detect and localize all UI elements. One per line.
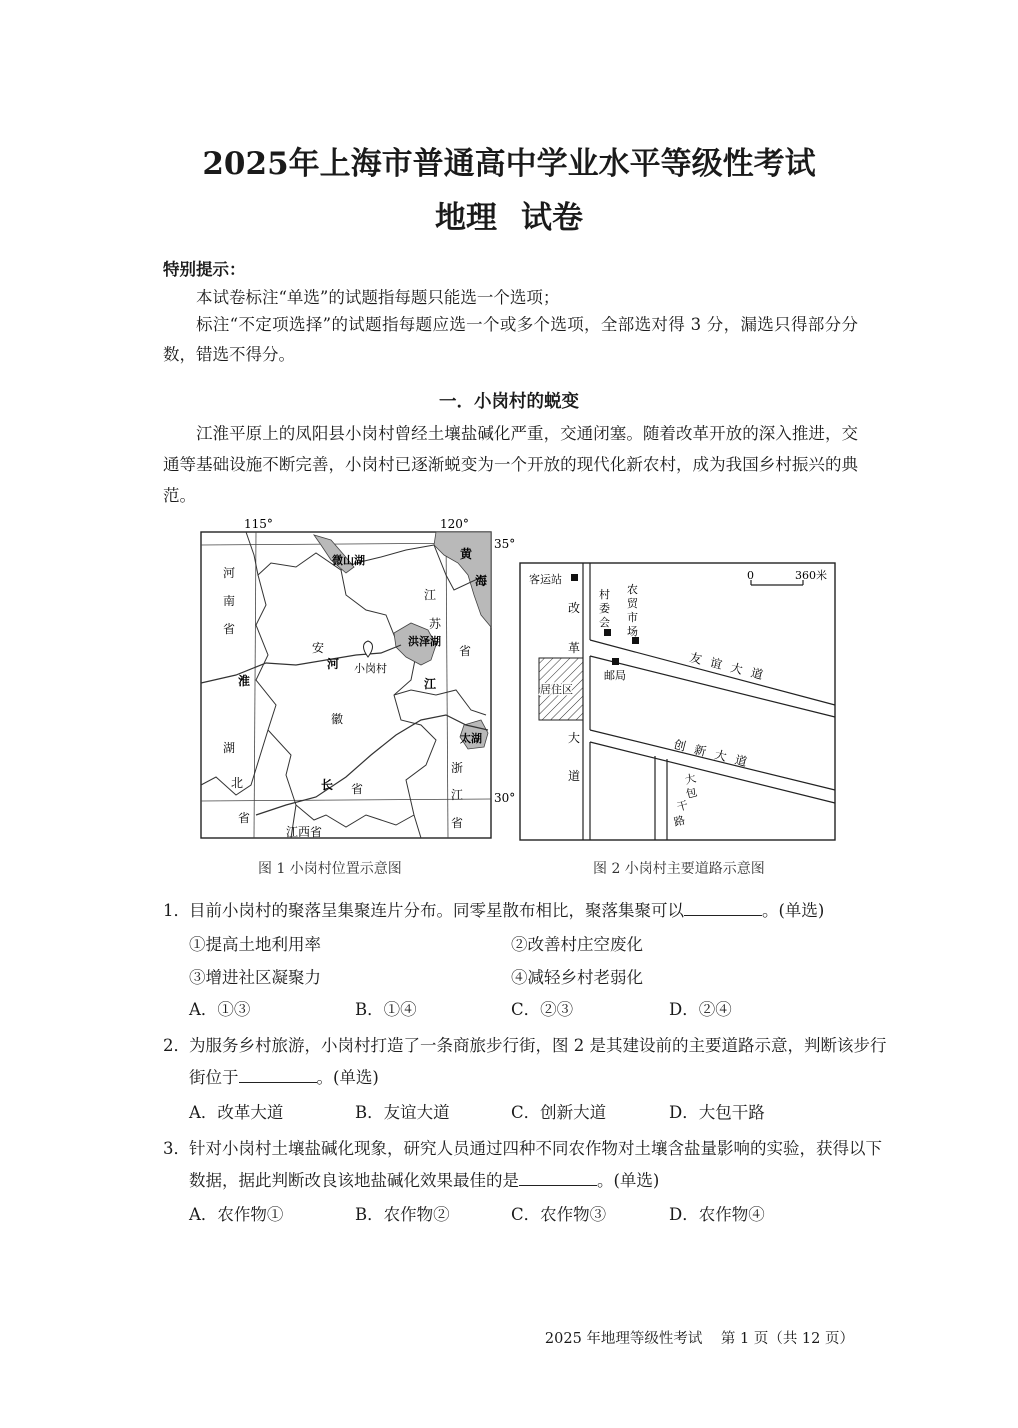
weishan-lake-label: 微山湖 bbox=[332, 554, 365, 567]
question-3-suffix: 。(单选) bbox=[597, 1171, 660, 1190]
question-1-blank[interactable] bbox=[684, 897, 762, 916]
meridian-115 bbox=[254, 532, 256, 838]
q1-option-c[interactable]: C．②③ bbox=[511, 1000, 574, 1019]
post-office-marker bbox=[612, 658, 619, 665]
scale-end: 360米 bbox=[795, 569, 827, 582]
zhejiang-char-2: 江 bbox=[451, 788, 464, 802]
bus-station-marker bbox=[571, 574, 578, 581]
zhejiang-char-3: 省 bbox=[451, 816, 464, 830]
hongze-lake-label: 洪泽湖 bbox=[408, 635, 441, 648]
jiangsu-south-boundary bbox=[394, 690, 486, 715]
section-intro: 江淮平原上的凤阳县小岗村曾经土壤盐碱化严重，交通闭塞。随着改革开放的深入推进，交通等基础设施不断完善，小岗村已逐渐蜕变为一个开放的现代化新农村，成为我国乡村振兴的典范。 bbox=[163, 424, 858, 505]
notice-line-1: 本试卷标注“单选”的试题指每题只能选一个选项； bbox=[196, 288, 560, 307]
footer-page: 第 1 页（共 12 页） bbox=[720, 1331, 854, 1347]
zhejiang-boundary bbox=[414, 815, 421, 838]
tai-lake-label: 太湖 bbox=[460, 732, 482, 745]
committee-char-2: 委 bbox=[599, 602, 610, 615]
lat-30-label: 30° bbox=[494, 791, 516, 805]
xiaogang-label: 小岗村 bbox=[354, 662, 387, 675]
q1-option-b[interactable]: B．①④ bbox=[355, 1000, 417, 1019]
anhui-char-3: 省 bbox=[351, 782, 364, 796]
jiang-char: 江 bbox=[424, 677, 437, 691]
question-2-suffix: 。(单选) bbox=[316, 1068, 379, 1087]
q3-option-d[interactable]: D．农作物④ bbox=[669, 1205, 765, 1224]
scale-start: 0 bbox=[747, 569, 754, 582]
bus-station-label: 客运站 bbox=[529, 573, 562, 586]
paper-subtitle bbox=[0, 192, 1018, 237]
huai-char: 淮 bbox=[238, 674, 251, 688]
youyi-road-top-edge bbox=[590, 640, 835, 705]
footer-exam: 2025 年地理等级性考试 bbox=[544, 1331, 703, 1347]
question-3-blank[interactable] bbox=[519, 1167, 597, 1186]
henan-char-1: 河 bbox=[223, 566, 236, 580]
q1-option-d[interactable]: D．②④ bbox=[669, 1000, 732, 1019]
question-3-stem: 针对小岗村土壤盐碱化现象，研究人员通过四种不同农作物对土壤含盐量影响的实验，获得以下数据，据此判断改良该地盐碱化效果最佳的是 bbox=[189, 1139, 882, 1190]
q2-option-b[interactable]: B．友谊大道 bbox=[355, 1103, 450, 1122]
q3-option-c[interactable]: C．农作物③ bbox=[511, 1205, 607, 1224]
committee-char-1: 村 bbox=[599, 588, 610, 601]
yellow-sea-char-2: 海 bbox=[475, 574, 488, 588]
gaige-char-1: 改 bbox=[568, 601, 581, 615]
question-2-number: 2． bbox=[163, 1036, 190, 1055]
lon-120-label: 120° bbox=[440, 517, 469, 531]
notice-heading: 特别提示： bbox=[163, 260, 246, 279]
hubei-char-2: 北 bbox=[231, 776, 244, 790]
question-2-blank[interactable] bbox=[239, 1064, 317, 1083]
chuangxin-road-label: 创新大道 bbox=[672, 737, 758, 772]
question-1-suffix: 。(单选) bbox=[762, 901, 825, 920]
section-title: 一．小岗村的蜕变 bbox=[439, 392, 579, 412]
notice-line-2: 标注“不定项选择”的试题指每题应选一个或多个选项，全部选对得 3 分，漏选只得部分分数，错选不得分。 bbox=[163, 315, 858, 364]
q3-option-a[interactable]: A．农作物① bbox=[189, 1205, 284, 1224]
question-1-number: 1． bbox=[163, 901, 190, 920]
jiangxi-label: 江西省 bbox=[286, 825, 323, 839]
question-3 bbox=[163, 1133, 889, 1197]
q2-option-d[interactable]: D．大包干路 bbox=[669, 1103, 765, 1122]
anhui-char-1: 安 bbox=[312, 641, 325, 655]
yellow-sea-char-1: 黄 bbox=[460, 547, 473, 561]
question-1 bbox=[163, 895, 863, 927]
post-office-label: 邮局 bbox=[604, 669, 626, 682]
question-3-number: 3． bbox=[163, 1139, 190, 1158]
henan-char-3: 省 bbox=[223, 622, 236, 636]
q2-option-c[interactable]: C．创新大道 bbox=[511, 1103, 607, 1122]
figure-1-caption: 图 1 小岗村位置示意图 bbox=[258, 861, 402, 877]
anhui-char-2: 徽 bbox=[331, 712, 344, 726]
youyi-road-label: 友谊大道 bbox=[688, 650, 774, 685]
q1-option-a[interactable]: A．①③ bbox=[189, 1000, 251, 1019]
zhejiang-char-1: 浙 bbox=[451, 761, 464, 775]
market-marker bbox=[632, 637, 639, 644]
chang-char: 长 bbox=[321, 778, 334, 792]
market-char-4: 场 bbox=[627, 625, 638, 638]
page-footer bbox=[545, 1327, 854, 1348]
village-committee-marker bbox=[604, 629, 611, 636]
q2-option-a[interactable]: A．改革大道 bbox=[189, 1103, 284, 1122]
exam-title: 2025年上海市普通高中学业水平等级性考试 bbox=[202, 146, 816, 182]
figure-1-map bbox=[196, 515, 516, 850]
figure-2-roads bbox=[515, 560, 840, 845]
hubei-char-1: 湖 bbox=[223, 741, 236, 755]
figure-2-caption: 图 2 小岗村主要道路示意图 bbox=[593, 861, 765, 877]
gaige-char-4: 道 bbox=[568, 769, 581, 783]
q3-option-b[interactable]: B．农作物② bbox=[355, 1205, 450, 1224]
jiangsu-char-2: 苏 bbox=[429, 617, 442, 631]
he-char: 河 bbox=[327, 657, 340, 671]
question-1-stem: 目前小岗村的聚落呈集聚连片分布。同零星散布相比，聚落集聚可以 bbox=[189, 901, 684, 920]
residential-label: 居住区 bbox=[540, 683, 573, 696]
q1-item-3: ③增进社区凝聚力 bbox=[189, 968, 321, 987]
market-char-3: 市 bbox=[627, 611, 638, 624]
q1-item-4: ④减轻乡村老弱化 bbox=[511, 968, 643, 987]
dabao-char-1: 大 bbox=[683, 771, 698, 787]
henan-char-2: 南 bbox=[223, 594, 236, 608]
lon-115-label: 115° bbox=[244, 517, 273, 531]
q1-item-1: ①提高土地利用率 bbox=[189, 935, 321, 954]
gaige-char-3: 大 bbox=[568, 731, 581, 745]
question-2-stem: 为服务乡村旅游，小岗村打造了一条商旅步行街，图 2 是其建设前的主要道路示意，判断该步行街位于 bbox=[189, 1036, 887, 1087]
q1-item-2: ②改善村庄空废化 bbox=[511, 935, 643, 954]
hubei-char-3: 省 bbox=[238, 811, 251, 825]
lat-35-label: 35° bbox=[494, 537, 516, 551]
dabao-char-2: 包 bbox=[684, 785, 699, 801]
dabao-char-3: 干 bbox=[675, 798, 690, 814]
dabao-char-4: 路 bbox=[672, 813, 687, 829]
market-char-2: 贸 bbox=[627, 597, 638, 610]
subject-label: 地理 bbox=[435, 200, 497, 236]
gaige-char-2: 革 bbox=[568, 641, 581, 655]
committee-char-3: 会 bbox=[599, 616, 610, 629]
jiangsu-char-1: 江 bbox=[424, 588, 437, 602]
market-char-1: 农 bbox=[627, 583, 638, 596]
question-2 bbox=[163, 1030, 889, 1094]
paper-label: 试卷 bbox=[521, 200, 583, 236]
anhui-west-boundary bbox=[256, 575, 414, 827]
jiangsu-char-3: 省 bbox=[459, 644, 472, 658]
